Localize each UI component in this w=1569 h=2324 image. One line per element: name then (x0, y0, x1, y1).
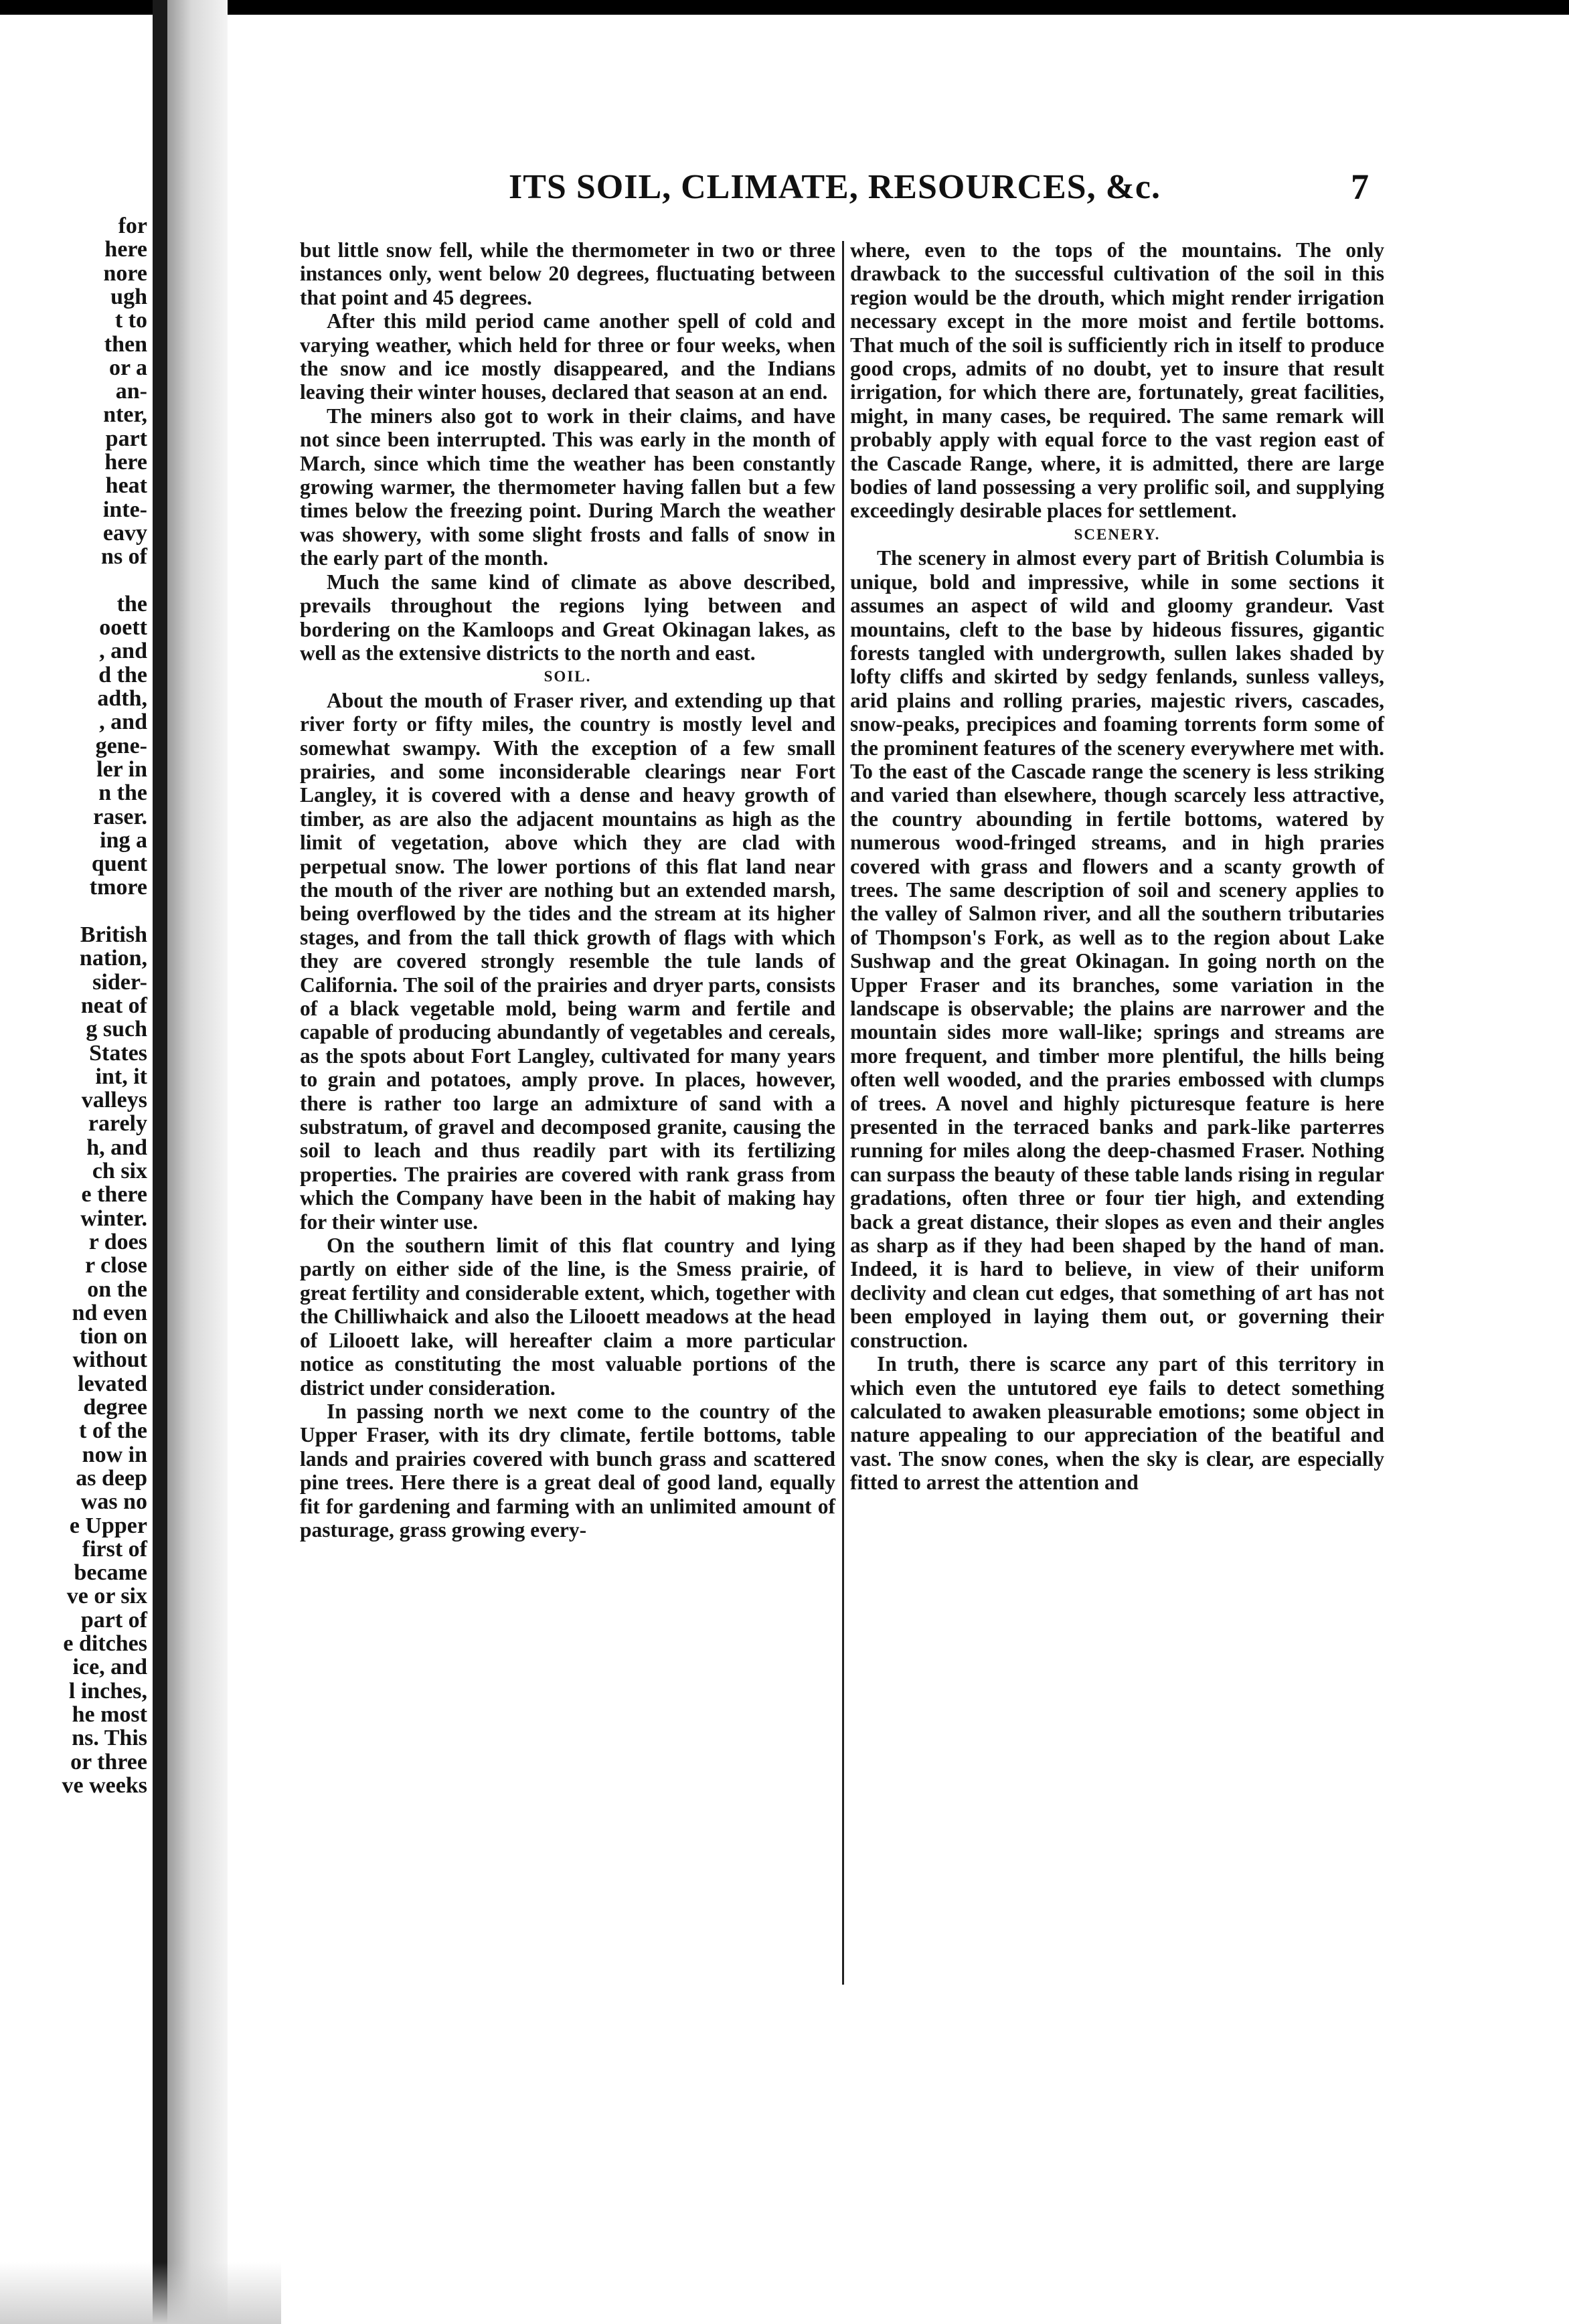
paragraph: On the southern limit of this flat country and lying partly on either side of the line, is the Smess prairie, of great fertility and considerable extent, which, together with the Chilliwhaick and also the Lilooett meadows at the head of Lilooett lake, will hereafter claim a more particular notice as constituting the most valuable portions of the district under consideration. (300, 1234, 835, 1400)
fragment-line: or three (70, 1749, 147, 1774)
fragment-line: eavy (102, 520, 147, 546)
fragment-line: r close (85, 1253, 147, 1278)
fragment-line: valleys (81, 1088, 147, 1113)
column-divider (842, 241, 844, 1985)
fragment-line: t to (114, 308, 147, 333)
page-number: 7 (1351, 167, 1369, 207)
fragment-line: part (105, 426, 147, 451)
fragment-line: part of (80, 1607, 147, 1633)
fragment-line: the (116, 591, 147, 616)
fragment-line: or a (109, 355, 147, 380)
fragment-line: heat (105, 473, 147, 499)
running-header: ITS SOIL, CLIMATE, RESOURCES, &c. (509, 168, 1161, 206)
paragraph: In truth, there is scarce any part of this territory in which even the untutored eye fails to detect something calculated to awaken pleasurable emotions; some object in nature appealing to our appreciation of the beatiful and vast. The snow cones, when the sky is clear, are especially fitted to arrest the attention and (850, 1352, 1384, 1495)
fragment-line: tion on (79, 1324, 147, 1349)
scan-border (0, 0, 1569, 15)
fragment-line: ns of (101, 544, 147, 570)
fragment-line: he most (72, 1702, 147, 1727)
fragment-line: nore (103, 260, 147, 286)
fragment-line: ooett (99, 615, 147, 641)
fragment-line: nter, (103, 402, 147, 428)
paragraph: About the mouth of Fraser river, and extending up that river forty or fifty miles, the country is mostly level and somewhat swampy. With the exception of a few small prairies, and some inconsiderable clearings near Fort Langley, it is covered with a dense and heavy growth of timber, as are also the adjacent mountains as high as the limit of vegetation, above which they are clad with perpetual snow. The lower portions of this flat land near the mouth of the river are nothing but an extended marsh, being overflowed by the tides and the stream at its higher stages, and from the tall thick growth of flags with which they are covered strongly resemble the tule lands of California. The soil of the prairies and dryer parts, consists of a black vegetable mold, being warm and fertile and capable of producing abundantly of vegetables and cereals, as the spots about Fort Langley, cultivated for many years to grain and potatoes, amply prove. In places, however, there is rather too large an admixture of sand with a substratum, of gravel and decomposed granite, causing the soil to leach and thus readily part with its fertilizing properties. The prairies are covered with rank grass from which the Company have been in the habit of making hay for their winter use. (300, 688, 835, 1234)
fragment-line: g such (86, 1017, 147, 1042)
fragment-line: l inches, (68, 1678, 147, 1704)
fragment-line: n the (98, 780, 147, 806)
fragment-line: now in (82, 1442, 147, 1467)
fragment-line: ice, and (72, 1655, 147, 1680)
fragment-line: e there (81, 1182, 147, 1208)
text-column-right (850, 238, 1384, 1495)
fragment-line: here (104, 450, 147, 475)
gutter-shadow (167, 0, 228, 2324)
fragment-line: gene- (95, 733, 147, 758)
fragment-line: neat of (80, 993, 147, 1018)
paragraph: but little snow fell, while the thermometer in two or three instances only, went below 20 degrees, fluctuating between that point and 45 degrees. (300, 238, 835, 309)
fragment-line: t of the (79, 1418, 147, 1444)
fragment-line: an- (115, 379, 147, 404)
scan-smudge (0, 2262, 281, 2324)
fragment-line: raser. (93, 804, 147, 829)
fragment-line: inte- (102, 497, 147, 522)
fragment-line: ve weeks (62, 1772, 147, 1798)
book-spine (153, 0, 167, 2324)
fragment-line: ch six (92, 1159, 147, 1183)
fragment-line: British (80, 922, 147, 947)
fragment-line: degree (83, 1395, 147, 1420)
section-heading-soil: SOIL. (544, 668, 592, 685)
fragment-line: for (118, 214, 147, 238)
fragment-line: ler in (96, 756, 147, 782)
fragment-line: h, and (86, 1135, 147, 1160)
fragment-line: , and (99, 639, 147, 664)
fragment-line: e ditches (63, 1631, 147, 1656)
fragment-line: nd even (72, 1300, 147, 1325)
paragraph: where, even to the tops of the mountains. The only drawback to the successful cultivation of the soil in this region would be the drouth, which might render irrigation necessary except in the more moist and fertile bottoms. That much of the soil is sufficiently rich in itself to produce good crops, admits of no doubt, yet to insure that result irrigation, for which there are, fortunately, great facilities, might, in many cases, be required. The same remark will probably apply with equal force to the vast region east of the Cascade Range, where, it is admitted, there are large bodies of land possessing a very prolific soil, and supplying exceedingly desirable places for settlement. (850, 238, 1384, 523)
fragment-line: tmore (89, 875, 147, 900)
fragment-line: became (74, 1560, 147, 1586)
paragraph: In passing north we next come to the country of the Upper Fraser, with its dry climate, fertile bottoms, table lands and prairies covered with bunch grass and scattered pine trees. Here there is a great deal of good land, equally fit for gardening and farming with an unlimited amount of pasturage, grass growing every- (300, 1399, 835, 1542)
fragment-line: nation, (79, 946, 147, 971)
fragment-line: sider- (92, 969, 147, 995)
fragment-line: winter. (80, 1206, 147, 1231)
paragraph: After this mild period came another spell of cold and varying weather, which held for three or four weeks, when the snow and ice mostly disappeared, and the Indians leaving their winter houses, declared that season at an end. (300, 309, 835, 404)
fragment-line: , and (99, 710, 147, 735)
fragment-line: levated (78, 1371, 147, 1396)
paragraph: Much the same kind of climate as above described, prevails throughout the regions lying between and bordering on the Kamloops and Great Okinagan lakes, as well as the extensive districts to the north and east. (300, 570, 835, 665)
text-column-left (300, 238, 835, 1542)
fragment-line: ing a (100, 827, 147, 853)
fragment-line: ve or six (66, 1584, 147, 1609)
section-heading-scenery: SCENERY. (1074, 525, 1161, 543)
fragment-line: r does (88, 1229, 147, 1254)
fragment-line: e Upper (69, 1513, 147, 1538)
fragment-line: adth, (97, 686, 147, 711)
fragment-line: int, it (95, 1064, 147, 1089)
fragment-line: first of (82, 1536, 147, 1562)
paragraph: The scenery in almost every part of British Columbia is unique, bold and impressive, while in some sections it assumes an aspect of wild and gloomy grandeur. Vast mountains, cleft to the base by hideous fissures, gigantic forests tangled with undergrowth, sullen lakes shaded by lofty cliffs and skirted by sedgy fenlands, sunless valleys, arid plains and rolling praries, majestic rivers, cascades, snow-peaks, precipices and foaming torrents form some of the prominent features of the scenery everywhere met with. To the east of the Cascade range the scenery is less striking and varied than elsewhere, though scarcely less attractive, the country abounding in fertile bottoms, watered by numerous wood-fringed streams, and in high praries covered with grass and flowers and a scanty growth of trees. The same description of soil and scenery applies to the valley of Salmon river, and all the southern tributaries of Thompson's Fork, as well as to the region about Lake Sushwap and the great Okinagan. In going north on the Upper Fraser and its branches, some variation in the landscape is observable; the plains are narrower and the mountain sides more wall-like; springs and streams are more frequent, and timber more plentiful, the hills being often well wooded, and the praries embossed with clumps of trees. A novel and highly picturesque feature is here presented in the terraced banks and park-like parterres running for miles along the deep-chasmed Fraser. Nothing can surpass the beauty of these table lands rising in regular gradations, often three or four tier high, and extending back a great distance, their slopes as even and their angles as sharp as if they had been shaped by the hand of man. Indeed, it is hard to believe, in view of their uniform declivity and clean cut edges, that something of art has not been employed in laying them out, or governing their construction. (850, 546, 1384, 1352)
fragment-line: without (72, 1347, 147, 1373)
fragment-line: ugh (110, 284, 147, 309)
paragraph: The miners also got to work in their claims, and have not since been interrupted. This was early in the month of March, since which time the weather has been constantly growing warmer, the thermometer having fallen but a few times below the freezing point. During March the weather was showery, with some slight frosts and falls of snow in the early part of the month. (300, 404, 835, 570)
fragment-line: rarely (88, 1111, 147, 1137)
fragment-line: States (89, 1040, 147, 1066)
fragment-line: ns. This (72, 1726, 147, 1751)
fragment-line: as deep (76, 1465, 147, 1491)
fragment-line: on the (87, 1276, 147, 1302)
fragment-line: d the (98, 662, 147, 687)
fragment-line: quent (91, 851, 147, 877)
fragment-line: was no (80, 1489, 147, 1515)
fragment-line: then (104, 331, 147, 357)
fragment-line: here (104, 237, 147, 262)
